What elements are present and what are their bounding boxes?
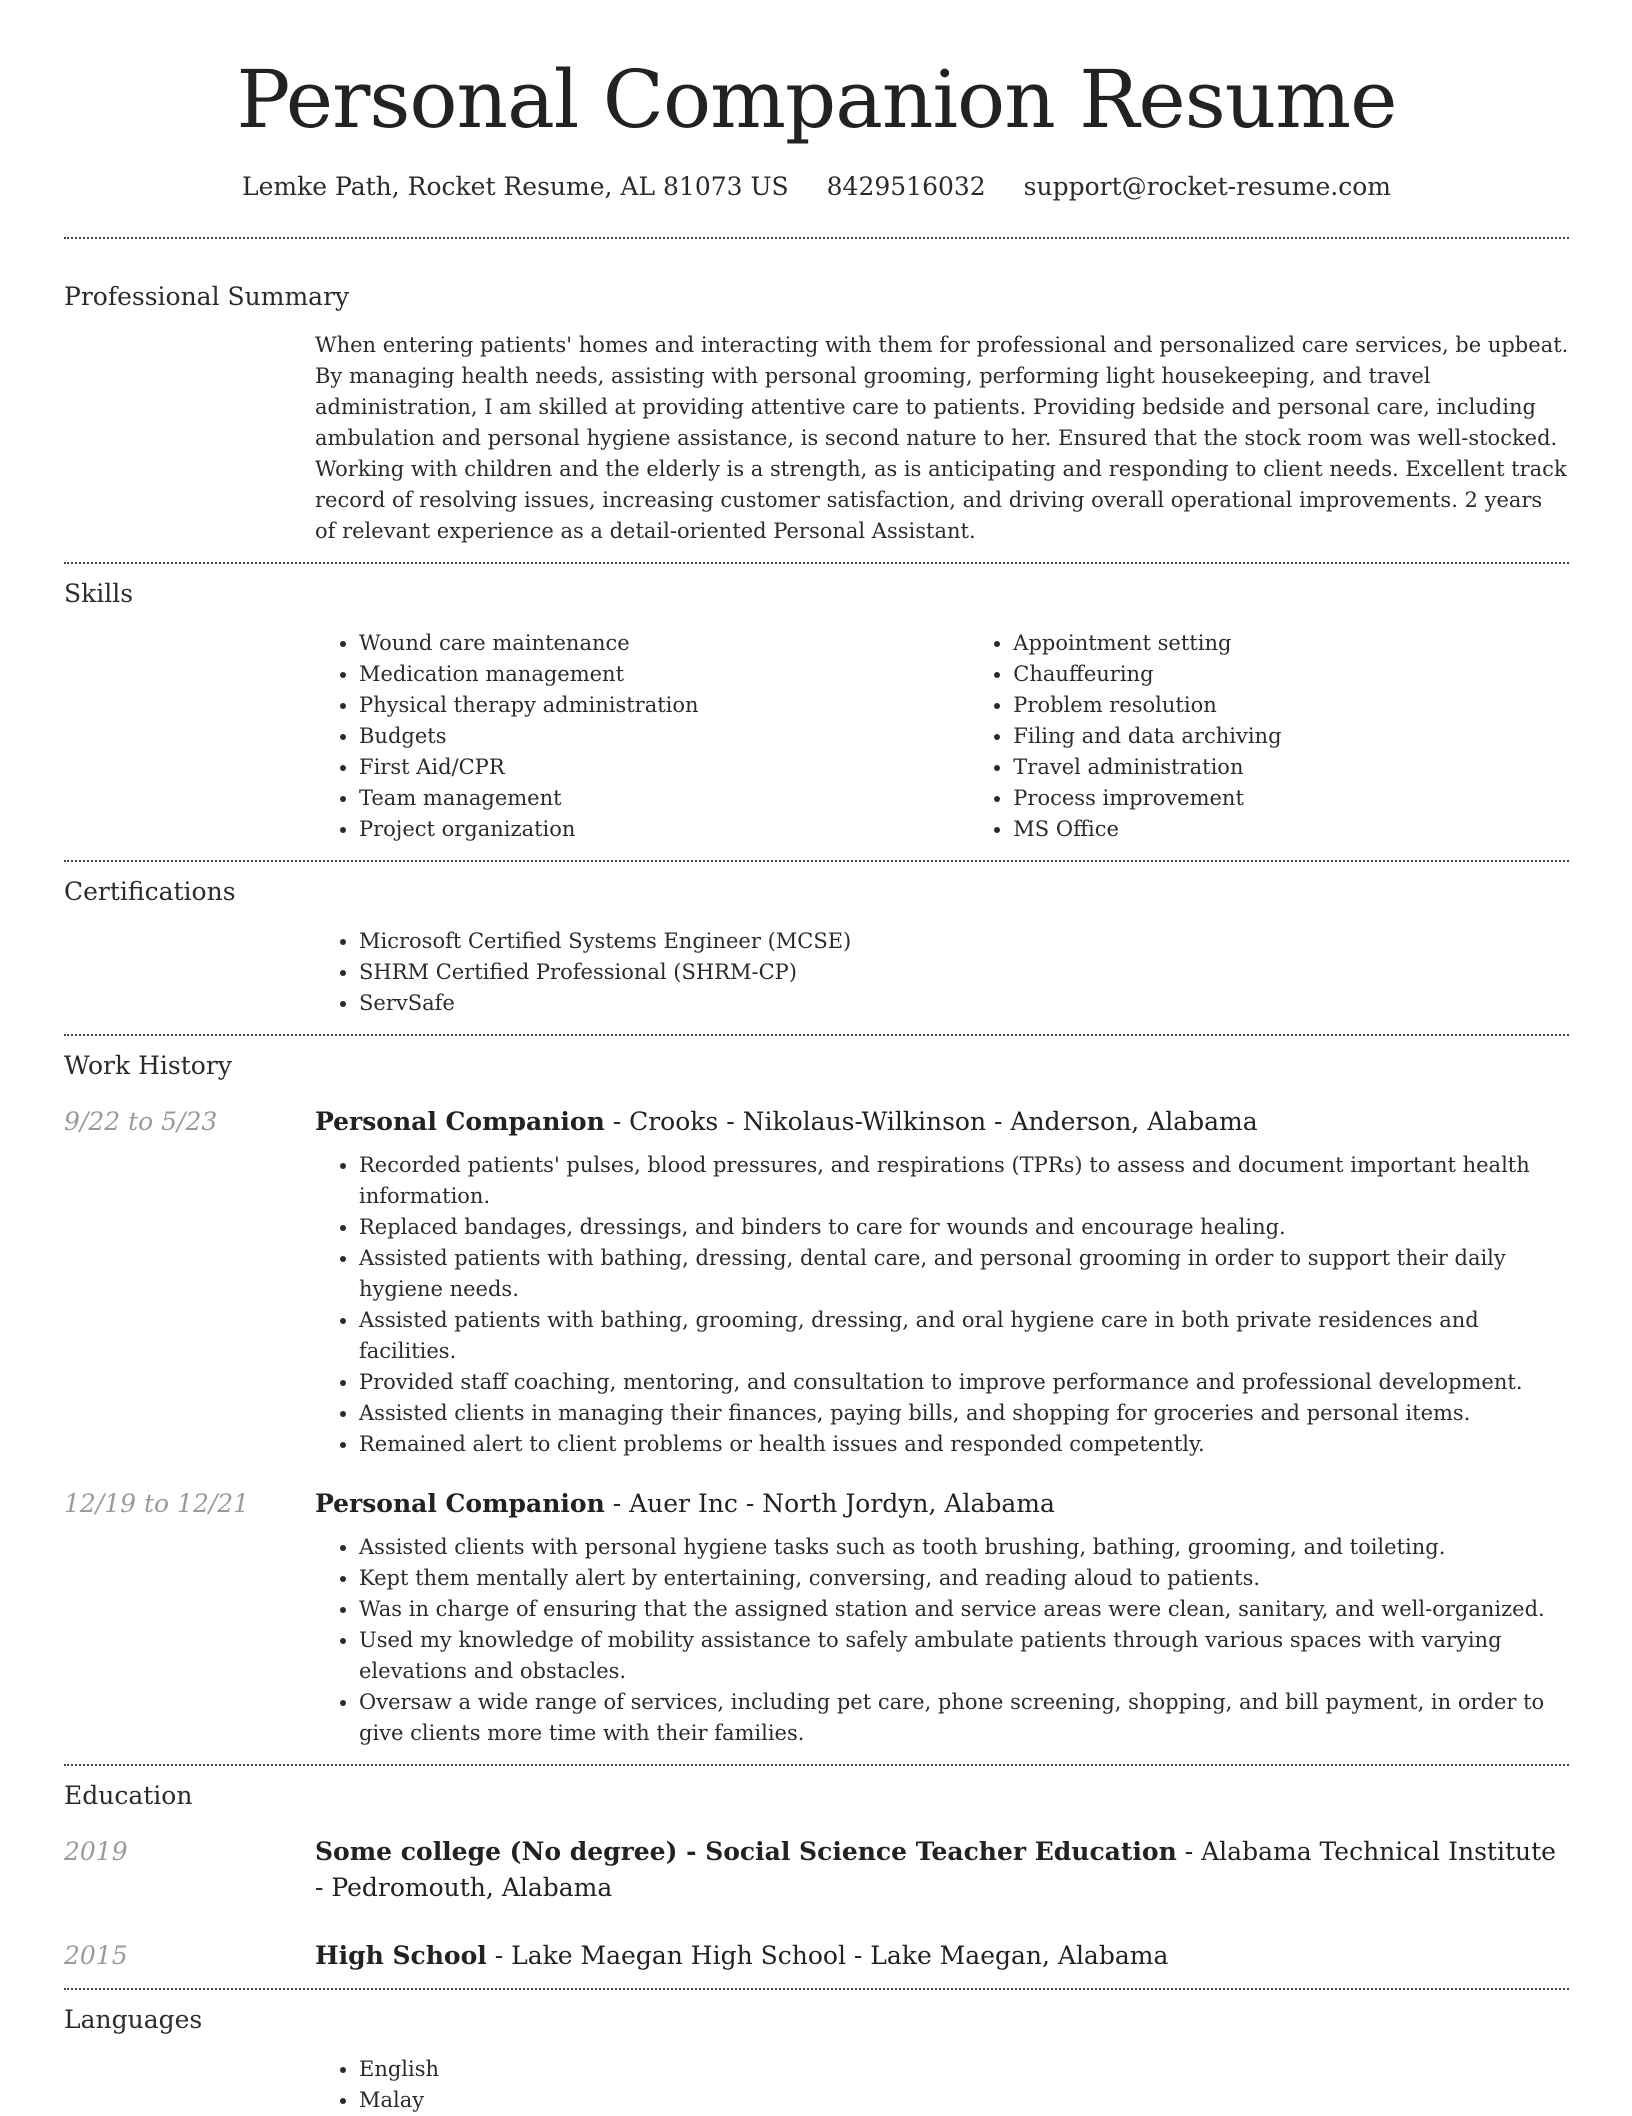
education-entry bbox=[64, 1834, 1569, 1906]
contact-phone: 8429516032 bbox=[826, 172, 986, 201]
skill-item: • Problem resolution bbox=[1013, 690, 1569, 721]
skill-item: • MS Office bbox=[1013, 814, 1569, 845]
job-bullet: • Used my knowledge of mobility assistance to safely ambulate patients through various spaces with varying elevations and obstacles. bbox=[359, 1625, 1569, 1687]
education-year: 2019 bbox=[64, 1837, 128, 1866]
certifications-heading: Certifications bbox=[64, 877, 236, 906]
skill-item: • Team management bbox=[359, 783, 969, 814]
summary-section bbox=[64, 239, 1569, 562]
job-title: Personal Companion bbox=[315, 1107, 605, 1136]
certification-item: • ServSafe bbox=[359, 988, 1569, 1019]
skills-heading: Skills bbox=[64, 579, 134, 608]
languages-list bbox=[315, 2054, 1569, 2116]
language-item: • Malay bbox=[359, 2085, 1569, 2116]
education-school: - Alabama Technical Institute - Pedromouth, Alabama bbox=[315, 1837, 1556, 1902]
certifications-list bbox=[315, 926, 1569, 1034]
education-degree: High School bbox=[315, 1941, 487, 1970]
skill-item: • Process improvement bbox=[1013, 783, 1569, 814]
job-bullet: • Recorded patients' pulses, blood pressures, and respirations (TPRs) to assess and document important health information. bbox=[359, 1150, 1569, 1212]
skills-left-list bbox=[315, 628, 969, 845]
job-bullet: • Was in charge of ensuring that the assigned station and service areas were clean, sanitary, and well-organized. bbox=[359, 1594, 1569, 1625]
skill-item: • Appointment setting bbox=[1013, 628, 1569, 659]
work-section bbox=[64, 1036, 1569, 1764]
job-employer: - Crooks - Nikolaus-Wilkinson - Anderson, Alabama bbox=[604, 1107, 1258, 1136]
contact-address: Lemke Path, Rocket Resume, AL 81073 US bbox=[242, 172, 789, 201]
job-heading bbox=[315, 1104, 1569, 1140]
language-item: • English bbox=[359, 2054, 1569, 2085]
job-bullet: • Oversaw a wide range of services, including pet care, phone screening, shopping, and bill payment, in order to give clients more time with their families. bbox=[359, 1687, 1569, 1749]
job-bullet: • Remained alert to client problems or health issues and responded competently. bbox=[359, 1429, 1569, 1460]
contact-email: support@rocket-resume.com bbox=[1023, 172, 1391, 201]
skills-grid bbox=[315, 628, 1569, 860]
job-entry bbox=[64, 1486, 1569, 1764]
education-heading-line bbox=[315, 1938, 1569, 1974]
resume-page bbox=[64, 0, 1569, 2116]
job-bullet: • Assisted clients with personal hygiene tasks such as tooth brushing, bathing, grooming, and toileting. bbox=[359, 1532, 1569, 1563]
job-bullet: • Assisted patients with bathing, dressing, dental care, and personal grooming in order to support their daily hygiene needs. bbox=[359, 1243, 1569, 1305]
job-title: Personal Companion bbox=[315, 1489, 605, 1518]
job-bullet: • Assisted clients in managing their finances, paying bills, and shopping for groceries and personal items. bbox=[359, 1398, 1569, 1429]
skill-item: • First Aid/CPR bbox=[359, 752, 969, 783]
summary-text: When entering patients' homes and interacting with them for professional and personalized care services, be upbeat. By managing health needs, assisting with personal grooming, performing light housekeeping, and travel administration, I am skilled at providing attentive care to patients. Providing bedside and personal care, including ambulation and personal hygiene assistance, is second nature to her. Ensured that the stock room was well-stocked. Working with children and the elderly is a strength, as is anticipating and responding to client needs. Excellent track record of resolving issues, increasing customer satisfaction, and driving overall operational improvements. 2 years of relevant experience as a detail-oriented Personal Assistant. bbox=[315, 333, 1569, 543]
work-heading: Work History bbox=[64, 1051, 232, 1080]
job-bullets bbox=[315, 1532, 1569, 1749]
education-section bbox=[64, 1766, 1569, 1988]
languages-section bbox=[64, 1990, 1569, 2116]
skill-item: • Wound care maintenance bbox=[359, 628, 969, 659]
education-heading: Education bbox=[64, 1781, 193, 1810]
job-entry bbox=[64, 1104, 1569, 1460]
skill-item: • Project organization bbox=[359, 814, 969, 845]
job-employer: - Auer Inc - North Jordyn, Alabama bbox=[604, 1489, 1055, 1518]
job-bullet: • Assisted patients with bathing, grooming, dressing, and oral hygiene care in both private residences and facilities. bbox=[359, 1305, 1569, 1367]
education-year: 2015 bbox=[64, 1941, 128, 1970]
skills-right-list bbox=[969, 628, 1569, 845]
job-bullets bbox=[315, 1150, 1569, 1460]
certification-item: • SHRM Certified Professional (SHRM-CP) bbox=[359, 957, 1569, 988]
resume-title: Personal Companion Resume bbox=[236, 53, 1397, 146]
skills-section bbox=[64, 564, 1569, 860]
job-bullet: • Provided staff coaching, mentoring, and consultation to improve performance and professional development. bbox=[359, 1367, 1569, 1398]
certifications-section bbox=[64, 862, 1569, 1034]
skill-item: • Travel administration bbox=[1013, 752, 1569, 783]
education-degree: Some college (No degree) - Social Science Teacher Education bbox=[315, 1837, 1177, 1866]
education-school: - Lake Maegan High School - Lake Maegan, Alabama bbox=[486, 1941, 1169, 1970]
job-dates: 9/22 to 5/23 bbox=[64, 1107, 218, 1136]
skill-item: • Chauffeuring bbox=[1013, 659, 1569, 690]
job-bullet: • Replaced bandages, dressings, and binders to care for wounds and encourage healing. bbox=[359, 1212, 1569, 1243]
certification-item: • Microsoft Certified Systems Engineer (MCSE) bbox=[359, 926, 1569, 957]
contact-line bbox=[64, 170, 1569, 204]
skill-item: • Physical therapy administration bbox=[359, 690, 969, 721]
education-heading-line bbox=[315, 1834, 1569, 1906]
job-bullet: • Kept them mentally alert by entertaining, conversing, and reading aloud to patients. bbox=[359, 1563, 1569, 1594]
skill-item: • Filing and data archiving bbox=[1013, 721, 1569, 752]
summary-heading: Professional Summary bbox=[64, 282, 350, 311]
languages-heading: Languages bbox=[64, 2005, 203, 2034]
job-heading bbox=[315, 1486, 1569, 1522]
skill-item: • Medication management bbox=[359, 659, 969, 690]
education-entry bbox=[64, 1938, 1569, 1988]
skill-item: • Budgets bbox=[359, 721, 969, 752]
job-dates: 12/19 to 12/21 bbox=[64, 1489, 250, 1518]
